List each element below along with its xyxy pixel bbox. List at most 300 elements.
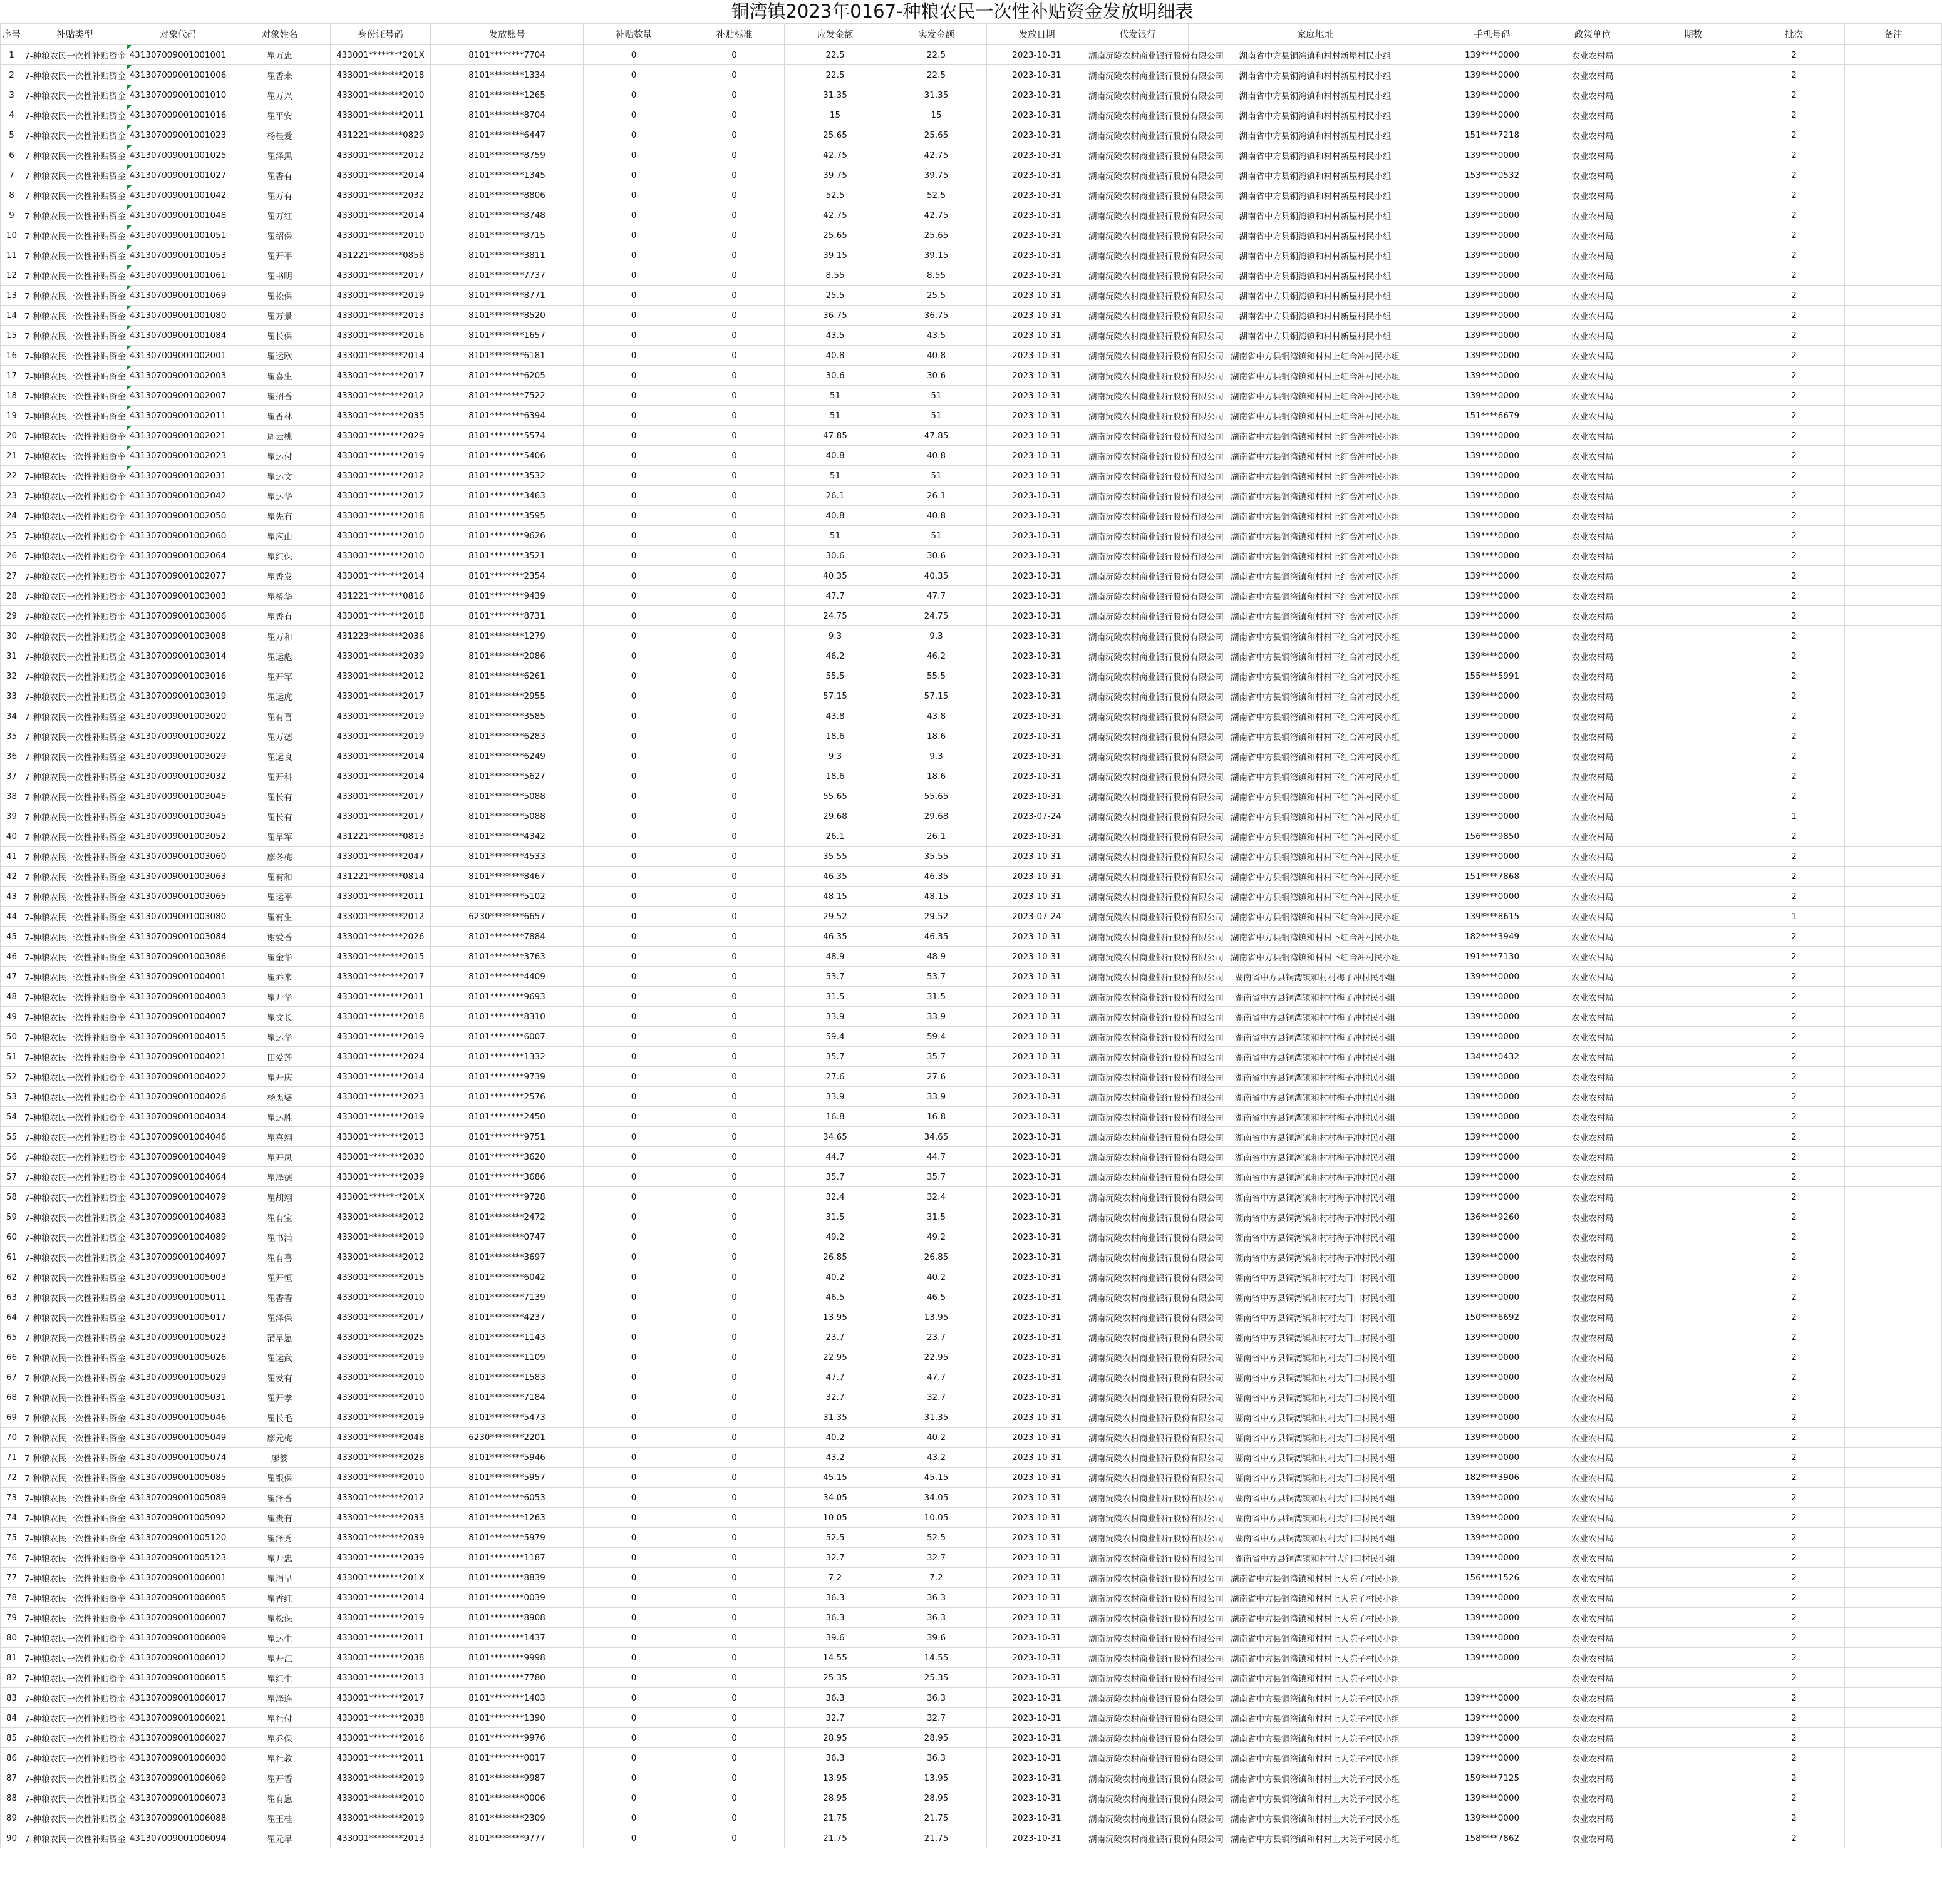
subsidy-type-cell: 7-种粮农民一次性补贴资金 — [23, 286, 127, 306]
account-number-cell: 8101********3811 — [431, 245, 584, 265]
batch-cell: 2 — [1743, 1287, 1845, 1307]
amount-paid-cell: 34.65 — [886, 1127, 987, 1147]
agent-bank-cell: 湖南沅陵农村商业银行股份有限公司 — [1087, 1748, 1189, 1768]
payment-date-cell: 2023-10-31 — [987, 1007, 1087, 1027]
subsidy-standard-cell: 0 — [684, 1227, 785, 1247]
subsidy-standard-cell: 0 — [684, 45, 785, 65]
account-number-cell: 8101********8310 — [431, 1007, 584, 1027]
object-code-cell: 431307009001005089 — [127, 1488, 229, 1508]
home-address-cell: 湖南省中方县铜湾镇和村村梅子冲村民小组 — [1189, 1187, 1442, 1207]
home-address-cell: 湖南省中方县铜湾镇和村村新屋村民小组 — [1189, 125, 1442, 145]
home-address-cell: 湖南省中方县铜湾镇和村村下红合冲村民小组 — [1189, 867, 1442, 887]
agent-bank-cell: 湖南沅陵农村商业银行股份有限公司 — [1087, 1808, 1189, 1828]
agent-bank-cell: 湖南沅陵农村商业银行股份有限公司 — [1087, 1387, 1189, 1407]
object-name-cell: 瞿万有 — [229, 185, 331, 205]
amount-paid-cell: 33.9 — [886, 1087, 987, 1107]
period-cell — [1643, 546, 1743, 566]
subsidy-standard-cell: 0 — [684, 806, 785, 826]
policy-unit-cell: 农业农村局 — [1542, 45, 1643, 65]
object-name-cell: 瞿有喜 — [229, 706, 331, 726]
amount-paid-cell: 32.7 — [886, 1548, 987, 1568]
id-number-cell: 433001********2039 — [331, 1528, 431, 1548]
amount-paid-cell: 51 — [886, 466, 987, 486]
payment-date-cell: 2023-10-31 — [987, 847, 1087, 867]
payment-date-cell: 2023-10-31 — [987, 967, 1087, 987]
subsidy-quantity-cell: 0 — [584, 826, 684, 847]
account-number-cell: 8101********6042 — [431, 1267, 584, 1287]
amount-paid-cell: 43.5 — [886, 326, 987, 346]
object-code-cell: 431307009001002023 — [127, 446, 229, 466]
amount-paid-cell: 29.68 — [886, 806, 987, 826]
object-code-cell: 431307009001003045 — [127, 806, 229, 826]
remarks-cell — [1845, 1468, 1942, 1488]
object-code-cell: 431307009001001048 — [127, 205, 229, 225]
object-name-cell: 瞿有宝 — [229, 1207, 331, 1227]
account-number-cell: 8101********4409 — [431, 967, 584, 987]
amount-paid-cell: 21.75 — [886, 1828, 987, 1848]
id-number-cell: 433001********2017 — [331, 967, 431, 987]
agent-bank-cell: 湖南沅陵农村商业银行股份有限公司 — [1087, 746, 1189, 766]
amount-due-cell: 25.65 — [785, 125, 886, 145]
table-row — [1, 1407, 1942, 1428]
amount-paid-cell: 39.6 — [886, 1628, 987, 1648]
remarks-cell — [1845, 1367, 1942, 1387]
batch-cell: 2 — [1743, 1768, 1845, 1788]
account-number-cell: 8101********2472 — [431, 1207, 584, 1227]
remarks-cell — [1845, 1708, 1942, 1728]
period-cell — [1643, 65, 1743, 85]
policy-unit-cell: 农业农村局 — [1542, 446, 1643, 466]
subsidy-standard-cell: 0 — [684, 1788, 785, 1808]
batch-cell: 2 — [1743, 1528, 1845, 1548]
subsidy-standard-cell: 0 — [684, 1187, 785, 1207]
id-number-cell: 431221********0813 — [331, 826, 431, 847]
agent-bank-cell: 湖南沅陵农村商业银行股份有限公司 — [1087, 1307, 1189, 1327]
table-row — [1, 826, 1942, 847]
subsidy-type-cell: 7-种粮农民一次性补贴资金 — [23, 446, 127, 466]
phone-number-cell: 139****0000 — [1442, 366, 1542, 386]
object-name-cell: 瞿万德 — [229, 726, 331, 746]
policy-unit-cell: 农业农村局 — [1542, 386, 1643, 406]
amount-paid-cell: 9.3 — [886, 626, 987, 646]
remarks-cell — [1845, 426, 1942, 446]
object-name-cell: 瞿香香 — [229, 1287, 331, 1307]
agent-bank-cell: 湖南沅陵农村商业银行股份有限公司 — [1087, 286, 1189, 306]
object-name-cell: 瞿松保 — [229, 286, 331, 306]
object-code-cell: 431307009001004064 — [127, 1167, 229, 1187]
account-number-cell: 8101********1265 — [431, 85, 584, 105]
amount-due-cell: 29.52 — [785, 907, 886, 927]
table-row — [1, 1267, 1942, 1287]
subsidy-type-cell: 7-种粮农民一次性补贴资金 — [23, 1448, 127, 1468]
object-name-cell: 瞿王桂 — [229, 1808, 331, 1828]
table-row — [1, 225, 1942, 245]
row-number-cell: 9 — [1, 205, 23, 225]
batch-cell: 2 — [1743, 666, 1845, 686]
home-address-cell: 湖南省中方县铜湾镇和村村新屋村民小组 — [1189, 245, 1442, 265]
table-row — [1, 1508, 1942, 1528]
subsidy-type-cell: 7-种粮农民一次性补贴资金 — [23, 566, 127, 586]
payment-date-cell: 2023-10-31 — [987, 1307, 1087, 1327]
amount-paid-cell: 28.95 — [886, 1728, 987, 1748]
batch-cell: 2 — [1743, 1728, 1845, 1748]
phone-number-cell: 139****0000 — [1442, 286, 1542, 306]
amount-due-cell: 13.95 — [785, 1307, 886, 1327]
home-address-cell: 湖南省中方县铜湾镇和村村新屋村民小组 — [1189, 306, 1442, 326]
row-number-cell: 3 — [1, 85, 23, 105]
account-number-cell: 8101********8908 — [431, 1608, 584, 1628]
account-number-cell: 8101********4533 — [431, 847, 584, 867]
subsidy-standard-cell: 0 — [684, 386, 785, 406]
subsidy-standard-cell: 0 — [684, 286, 785, 306]
remarks-cell — [1845, 205, 1942, 225]
row-number-cell: 77 — [1, 1568, 23, 1588]
policy-unit-cell: 农业农村局 — [1542, 1628, 1643, 1648]
payment-date-cell: 2023-10-31 — [987, 1347, 1087, 1367]
row-number-cell: 61 — [1, 1247, 23, 1267]
phone-number-cell: 139****0000 — [1442, 887, 1542, 907]
batch-cell: 1 — [1743, 806, 1845, 826]
batch-cell: 2 — [1743, 185, 1845, 205]
account-number-cell: 8101********2309 — [431, 1808, 584, 1828]
phone-number-cell: 139****0000 — [1442, 1548, 1542, 1568]
phone-number-cell: 139****0000 — [1442, 1127, 1542, 1147]
account-number-cell: 8101********3585 — [431, 706, 584, 726]
account-number-cell: 8101********1279 — [431, 626, 584, 646]
period-cell — [1643, 1247, 1743, 1267]
amount-paid-cell: 46.5 — [886, 1287, 987, 1307]
home-address-cell: 湖南省中方县铜湾镇和村村上红合冲村民小组 — [1189, 526, 1442, 546]
amount-due-cell: 30.6 — [785, 366, 886, 386]
phone-number-cell: 139****0000 — [1442, 1247, 1542, 1267]
subsidy-standard-cell: 0 — [684, 927, 785, 947]
period-cell — [1643, 786, 1743, 806]
subsidy-type-cell: 7-种粮农民一次性补贴资金 — [23, 967, 127, 987]
subsidy-type-cell: 7-种粮农民一次性补贴资金 — [23, 907, 127, 927]
policy-unit-cell: 农业农村局 — [1542, 666, 1643, 686]
home-address-cell: 湖南省中方县铜湾镇和村村上红合冲村民小组 — [1189, 466, 1442, 486]
policy-unit-cell: 农业农村局 — [1542, 1327, 1643, 1347]
account-number-cell: 8101********1263 — [431, 1508, 584, 1528]
remarks-cell — [1845, 45, 1942, 65]
amount-due-cell: 32.7 — [785, 1387, 886, 1407]
remarks-cell — [1845, 1387, 1942, 1407]
agent-bank-cell: 湖南沅陵农村商业银行股份有限公司 — [1087, 426, 1189, 446]
period-cell — [1643, 306, 1743, 326]
object-name-cell: 瞿开孝 — [229, 1387, 331, 1407]
table-row — [1, 1788, 1942, 1808]
subsidy-type-cell: 7-种粮农民一次性补贴资金 — [23, 1047, 127, 1067]
object-code-cell: 431307009001005092 — [127, 1508, 229, 1528]
phone-number-cell: 139****0000 — [1442, 1728, 1542, 1748]
subsidy-quantity-cell: 0 — [584, 1147, 684, 1167]
remarks-cell — [1845, 686, 1942, 706]
period-cell — [1643, 1287, 1743, 1307]
subsidy-quantity-cell: 0 — [584, 1087, 684, 1107]
subsidy-quantity-cell: 0 — [584, 446, 684, 466]
account-number-cell: 8101********3532 — [431, 466, 584, 486]
id-number-cell: 433001********2016 — [331, 326, 431, 346]
agent-bank-cell: 湖南沅陵农村商业银行股份有限公司 — [1087, 867, 1189, 887]
policy-unit-cell: 农业农村局 — [1542, 1347, 1643, 1367]
payment-date-cell: 2023-10-31 — [987, 1588, 1087, 1608]
table-row — [1, 326, 1942, 346]
object-name-cell: 瞿应山 — [229, 526, 331, 546]
id-number-cell: 433001********2038 — [331, 1648, 431, 1668]
table-row — [1, 1167, 1942, 1187]
batch-cell: 2 — [1743, 1808, 1845, 1828]
amount-paid-cell: 29.52 — [886, 907, 987, 927]
agent-bank-cell: 湖南沅陵农村商业银行股份有限公司 — [1087, 1508, 1189, 1528]
subsidy-standard-cell: 0 — [684, 1107, 785, 1127]
row-number-cell: 59 — [1, 1207, 23, 1227]
object-name-cell: 瞿开平 — [229, 245, 331, 265]
batch-cell: 2 — [1743, 125, 1845, 145]
table-row — [1, 1648, 1942, 1668]
amount-paid-cell: 34.05 — [886, 1488, 987, 1508]
table-row — [1, 1668, 1942, 1688]
table-row — [1, 406, 1942, 426]
object-code-cell: 431307009001003065 — [127, 887, 229, 907]
remarks-cell — [1845, 1628, 1942, 1648]
payment-date-cell: 2023-07-24 — [987, 806, 1087, 826]
phone-number-cell: 139****0000 — [1442, 626, 1542, 646]
row-number-cell: 80 — [1, 1628, 23, 1648]
subsidy-quantity-cell: 0 — [584, 185, 684, 205]
period-cell — [1643, 466, 1743, 486]
object-code-cell: 431307009001005029 — [127, 1367, 229, 1387]
home-address-cell: 湖南省中方县铜湾镇和村村梅子冲村民小组 — [1189, 1067, 1442, 1087]
table-row — [1, 426, 1942, 446]
policy-unit-cell: 农业农村局 — [1542, 686, 1643, 706]
object-code-cell: 431307009001006094 — [127, 1828, 229, 1848]
id-number-cell: 433001********2019 — [331, 1608, 431, 1628]
remarks-cell — [1845, 165, 1942, 185]
table-row — [1, 1548, 1942, 1568]
remarks-cell — [1845, 1688, 1942, 1708]
header-row — [1, 24, 1942, 45]
subsidy-quantity-cell: 0 — [584, 386, 684, 406]
subsidy-quantity-cell: 0 — [584, 45, 684, 65]
object-name-cell: 瞿开庆 — [229, 1067, 331, 1087]
home-address-cell: 湖南省中方县铜湾镇和村村梅子冲村民小组 — [1189, 987, 1442, 1007]
row-number-cell: 75 — [1, 1528, 23, 1548]
amount-due-cell: 46.5 — [785, 1287, 886, 1307]
account-number-cell: 8101********8731 — [431, 606, 584, 626]
phone-number-cell: 139****0000 — [1442, 1488, 1542, 1508]
object-code-cell: 431307009001003029 — [127, 746, 229, 766]
table-row — [1, 165, 1942, 185]
subsidy-quantity-cell: 0 — [584, 1588, 684, 1608]
id-number-cell: 433001********2035 — [331, 406, 431, 426]
payment-date-cell: 2023-10-31 — [987, 626, 1087, 646]
subsidy-type-cell: 7-种粮农民一次性补贴资金 — [23, 1788, 127, 1808]
agent-bank-cell: 湖南沅陵农村商业银行股份有限公司 — [1087, 1167, 1189, 1187]
phone-number-cell: 139****0000 — [1442, 967, 1542, 987]
subsidy-quantity-cell: 0 — [584, 1668, 684, 1688]
policy-unit-cell: 农业农村局 — [1542, 426, 1643, 446]
agent-bank-cell: 湖南沅陵农村商业银行股份有限公司 — [1087, 947, 1189, 967]
remarks-cell — [1845, 1167, 1942, 1187]
column-header: 补贴数量 — [584, 24, 684, 45]
agent-bank-cell: 湖南沅陵农村商业银行股份有限公司 — [1087, 225, 1189, 245]
home-address-cell: 湖南省中方县铜湾镇和村村大门口村民小组 — [1189, 1407, 1442, 1428]
id-number-cell: 433001********2019 — [331, 1808, 431, 1828]
policy-unit-cell: 农业农村局 — [1542, 927, 1643, 947]
object-code-cell: 431307009001001001 — [127, 45, 229, 65]
subsidy-standard-cell: 0 — [684, 826, 785, 847]
id-number-cell: 433001********2019 — [331, 1107, 431, 1127]
id-number-cell: 433001********2038 — [331, 1708, 431, 1728]
batch-cell: 2 — [1743, 486, 1845, 506]
column-header: 身份证号码 — [331, 24, 431, 45]
row-number-cell: 18 — [1, 386, 23, 406]
batch-cell: 2 — [1743, 306, 1845, 326]
period-cell — [1643, 746, 1743, 766]
policy-unit-cell: 农业农村局 — [1542, 566, 1643, 586]
payment-date-cell: 2023-10-31 — [987, 1808, 1087, 1828]
subsidy-standard-cell: 0 — [684, 666, 785, 686]
row-number-cell: 90 — [1, 1828, 23, 1848]
batch-cell: 2 — [1743, 646, 1845, 666]
phone-number-cell: 139****0000 — [1442, 1327, 1542, 1347]
amount-due-cell: 35.55 — [785, 847, 886, 867]
remarks-cell — [1845, 245, 1942, 265]
subsidy-type-cell: 7-种粮农民一次性补贴资金 — [23, 1247, 127, 1267]
row-number-cell: 19 — [1, 406, 23, 426]
subsidy-standard-cell: 0 — [684, 1648, 785, 1668]
home-address-cell: 湖南省中方县铜湾镇和村村大门口村民小组 — [1189, 1307, 1442, 1327]
payment-date-cell: 2023-10-31 — [987, 1648, 1087, 1668]
subsidy-type-cell: 7-种粮农民一次性补贴资金 — [23, 426, 127, 446]
object-code-cell: 431307009001001069 — [127, 286, 229, 306]
payment-date-cell: 2023-10-31 — [987, 1067, 1087, 1087]
batch-cell: 2 — [1743, 366, 1845, 386]
subsidy-standard-cell: 0 — [684, 1387, 785, 1407]
period-cell — [1643, 245, 1743, 265]
object-name-cell: 瞿泽香 — [229, 1488, 331, 1508]
object-name-cell: 田爱莲 — [229, 1047, 331, 1067]
table-row — [1, 265, 1942, 286]
period-cell — [1643, 586, 1743, 606]
subsidy-quantity-cell: 0 — [584, 1788, 684, 1808]
amount-paid-cell: 22.5 — [886, 45, 987, 65]
amount-due-cell: 32.4 — [785, 1187, 886, 1207]
object-name-cell: 瞿香林 — [229, 406, 331, 426]
payment-date-cell: 2023-10-31 — [987, 1528, 1087, 1548]
period-cell — [1643, 1347, 1743, 1367]
object-name-cell: 瞿书浦 — [229, 1227, 331, 1247]
remarks-cell — [1845, 326, 1942, 346]
row-number-cell: 57 — [1, 1167, 23, 1187]
amount-paid-cell: 31.35 — [886, 1407, 987, 1428]
home-address-cell: 湖南省中方县铜湾镇和村村新屋村民小组 — [1189, 105, 1442, 125]
subsidy-standard-cell: 0 — [684, 1367, 785, 1387]
policy-unit-cell: 农业农村局 — [1542, 1448, 1643, 1468]
subsidy-quantity-cell: 0 — [584, 1528, 684, 1548]
subsidy-quantity-cell: 0 — [584, 566, 684, 586]
row-number-cell: 36 — [1, 746, 23, 766]
period-cell — [1643, 1748, 1743, 1768]
remarks-cell — [1845, 1648, 1942, 1668]
agent-bank-cell: 湖南沅陵农村商业银行股份有限公司 — [1087, 806, 1189, 826]
id-number-cell: 433001********2012 — [331, 1207, 431, 1227]
account-number-cell: 8101********9777 — [431, 1828, 584, 1848]
subsidy-type-cell: 7-种粮农民一次性补贴资金 — [23, 1508, 127, 1528]
remarks-cell — [1845, 867, 1942, 887]
object-name-cell: 瞿长毛 — [229, 1407, 331, 1428]
phone-number-cell: 139****0000 — [1442, 1748, 1542, 1768]
subsidy-type-cell: 7-种粮农民一次性补贴资金 — [23, 245, 127, 265]
batch-cell: 2 — [1743, 446, 1845, 466]
subsidy-quantity-cell: 0 — [584, 526, 684, 546]
remarks-cell — [1845, 546, 1942, 566]
period-cell — [1643, 265, 1743, 286]
agent-bank-cell: 湖南沅陵农村商业银行股份有限公司 — [1087, 1528, 1189, 1548]
period-cell — [1643, 646, 1743, 666]
column-header: 政策单位 — [1542, 24, 1643, 45]
agent-bank-cell: 湖南沅陵农村商业银行股份有限公司 — [1087, 927, 1189, 947]
amount-due-cell: 47.85 — [785, 426, 886, 446]
payment-date-cell: 2023-10-31 — [987, 446, 1087, 466]
agent-bank-cell: 湖南沅陵农村商业银行股份有限公司 — [1087, 1327, 1189, 1347]
remarks-cell — [1845, 947, 1942, 967]
amount-paid-cell: 53.7 — [886, 967, 987, 987]
id-number-cell: 433001********2019 — [331, 1768, 431, 1788]
agent-bank-cell: 湖南沅陵农村商业银行股份有限公司 — [1087, 1608, 1189, 1628]
remarks-cell — [1845, 1668, 1942, 1688]
account-number-cell: 8101********3763 — [431, 947, 584, 967]
amount-due-cell: 40.35 — [785, 566, 886, 586]
subsidy-type-cell: 7-种粮农民一次性补贴资金 — [23, 1267, 127, 1287]
row-number-cell: 50 — [1, 1027, 23, 1047]
row-number-cell: 69 — [1, 1407, 23, 1428]
amount-paid-cell: 40.8 — [886, 446, 987, 466]
table-row — [1, 245, 1942, 265]
amount-due-cell: 36.3 — [785, 1588, 886, 1608]
subsidy-quantity-cell: 0 — [584, 426, 684, 446]
phone-number-cell: 139****0000 — [1442, 205, 1542, 225]
object-name-cell: 瞿开华 — [229, 987, 331, 1007]
policy-unit-cell: 农业农村局 — [1542, 867, 1643, 887]
amount-due-cell: 25.5 — [785, 286, 886, 306]
subsidy-standard-cell: 0 — [684, 185, 785, 205]
remarks-cell — [1845, 766, 1942, 786]
home-address-cell: 湖南省中方县铜湾镇和村村梅子冲村民小组 — [1189, 1007, 1442, 1027]
object-code-cell: 431307009001005031 — [127, 1387, 229, 1407]
object-name-cell: 瞿万红 — [229, 205, 331, 225]
payment-date-cell: 2023-10-31 — [987, 125, 1087, 145]
period-cell — [1643, 1407, 1743, 1428]
object-code-cell: 431307009001003019 — [127, 686, 229, 706]
id-number-cell: 433001********2018 — [331, 1007, 431, 1027]
subsidy-type-cell: 7-种粮农民一次性补贴资金 — [23, 1027, 127, 1047]
row-number-cell: 8 — [1, 185, 23, 205]
object-code-cell: 431307009001006001 — [127, 1568, 229, 1588]
subsidy-type-cell: 7-种粮农民一次性补贴资金 — [23, 1488, 127, 1508]
period-cell — [1643, 1808, 1743, 1828]
subsidy-standard-cell: 0 — [684, 526, 785, 546]
amount-due-cell: 43.2 — [785, 1448, 886, 1468]
agent-bank-cell: 湖南沅陵农村商业银行股份有限公司 — [1087, 606, 1189, 626]
object-name-cell: 谢爱香 — [229, 927, 331, 947]
remarks-cell — [1845, 646, 1942, 666]
amount-due-cell: 40.8 — [785, 446, 886, 466]
row-number-cell: 15 — [1, 326, 23, 346]
subsidy-standard-cell: 0 — [684, 1668, 785, 1688]
object-name-cell: 瞿招香 — [229, 386, 331, 406]
amount-paid-cell: 18.6 — [886, 766, 987, 786]
